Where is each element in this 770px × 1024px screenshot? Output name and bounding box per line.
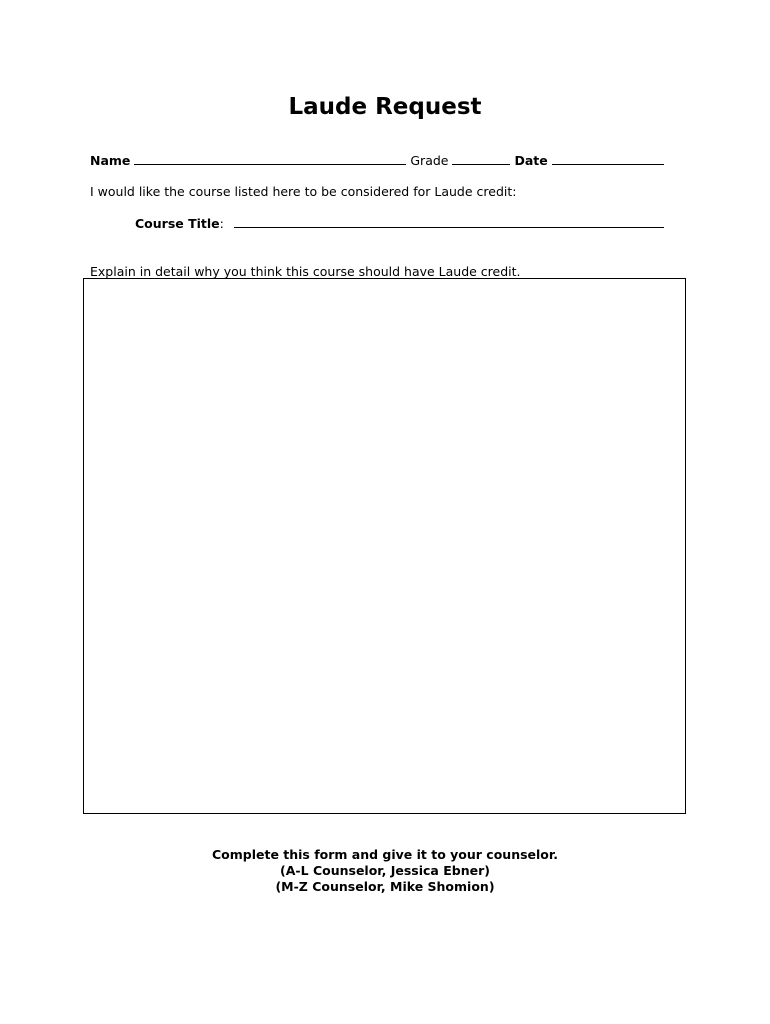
page-title: Laude Request (288, 94, 482, 120)
course-title-field[interactable] (234, 216, 664, 228)
grade-label: Grade (410, 153, 449, 168)
course-title-label: Course Title (135, 216, 220, 231)
explain-prompt: Explain in detail why you think this course should have Laude credit. (90, 264, 521, 279)
grade-field[interactable] (452, 153, 510, 165)
intro-text: I would like the course listed here to be considered for Laude credit: (90, 184, 517, 199)
name-label: Name (90, 153, 131, 168)
course-title-colon: : (219, 216, 224, 231)
name-grade-date-row (90, 153, 664, 169)
date-field[interactable] (552, 153, 664, 165)
course-title-row (135, 216, 664, 232)
date-label: Date (514, 153, 548, 168)
explanation-box[interactable] (83, 278, 686, 814)
name-field[interactable] (134, 153, 406, 165)
footer-line-complete: Complete this form and give it to your counselor. (211, 847, 559, 862)
footer-line-al-counselor: (A-L Counselor, Jessica Ebner) (280, 863, 490, 878)
footer-instructions (0, 847, 770, 895)
footer-line-mz-counselor: (M-Z Counselor, Mike Shomion) (275, 879, 495, 894)
